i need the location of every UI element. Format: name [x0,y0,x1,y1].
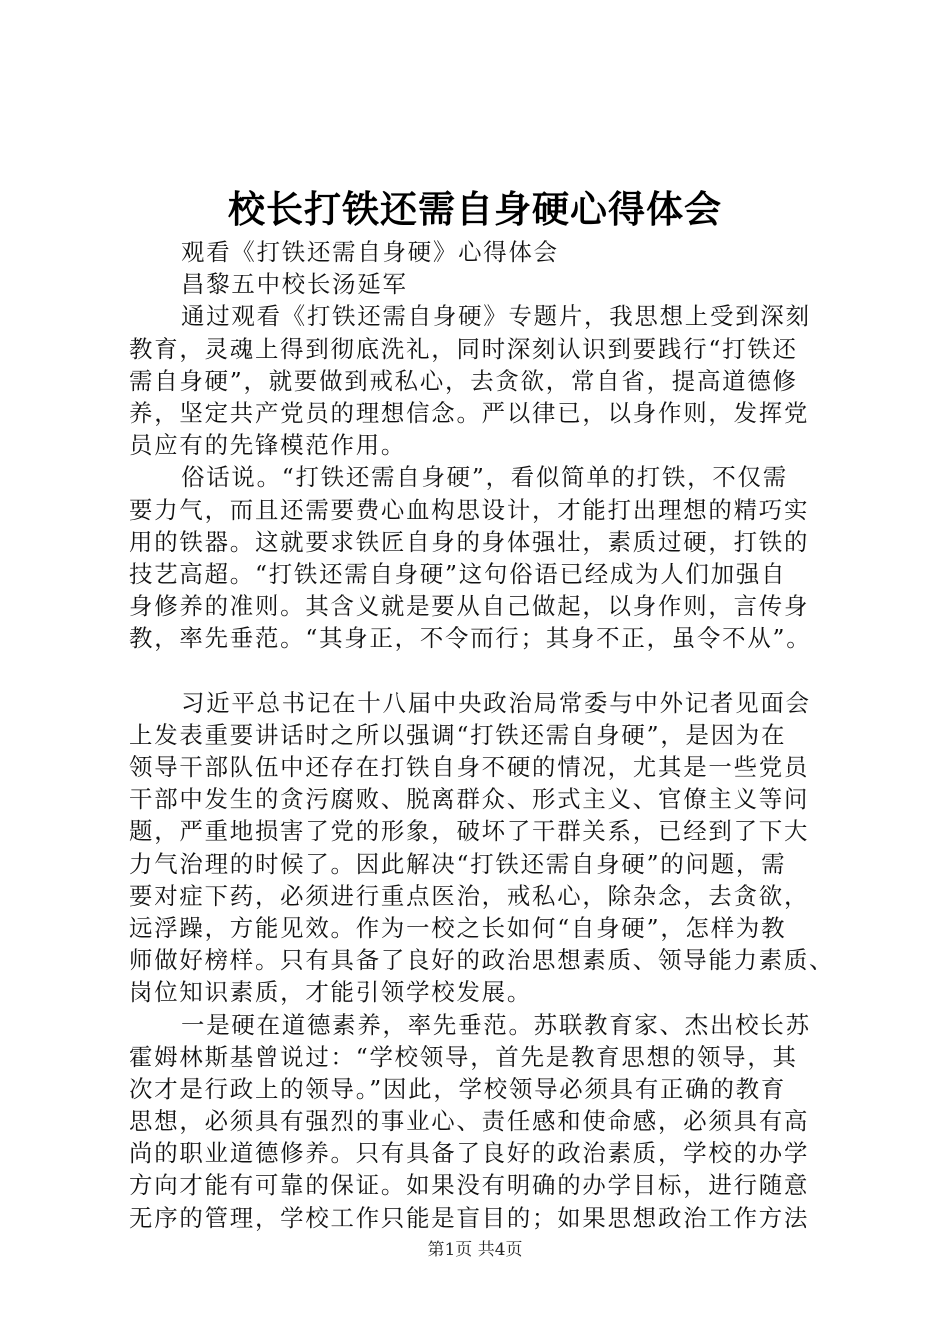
text-line: 尚的职业道德修养。只有具备了良好的政治素质，学校的办学 [129,1139,810,1168]
text-line: 要力气，而且还需要费心血构思设计，才能打出理想的精巧实 [129,495,810,524]
text-line: 俗话说。“打铁还需自身硬”，看似简单的打铁，不仅需 [181,463,788,492]
text-line: 上发表重要讲话时之所以强调“打铁还需自身硬”，是因为在 [129,720,787,749]
text-line: 次才是行政上的领导。”因此，学校领导必须具有正确的教育 [129,1074,787,1103]
text-line: 身修养的准则。其含义就是要从自己做起，以身作则，言传身 [129,592,810,621]
text-line: 力气治理的时候了。因此解决“打铁还需自身硬”的问题，需 [129,849,787,878]
text-line: 用的铁器。这就要求铁匠自身的身体强壮，素质过硬，打铁的 [129,527,810,556]
text-line: 昌黎五中校长汤延军 [181,270,408,299]
text-line: 要对症下药，必须进行重点医治，戒私心，除杂念，去贪欲， [129,881,810,910]
text-line: 技艺高超。“打铁还需自身硬”这句俗语已经成为人们加强自 [129,559,787,588]
text-line: 通过观看《打铁还需自身硬》专题片，我思想上受到深刻 [181,302,811,331]
text-line: 需自身硬”，就要做到戒私心，去贪欲，常自省，提高道德修 [129,366,798,395]
blank-line [129,654,834,686]
text-line: 观看《打铁还需自身硬》心得体会 [181,238,559,266]
text-line: 养，坚定共产党员的理想信念。严以律已，以身作则，发挥党 [129,398,810,427]
text-line: 远浮躁，方能见效。作为一校之长如何“自身硬”，怎样为教 [129,913,787,942]
text-line: 教，率先垂范。“其身正，不令而行；其身不正，虽令不从”。 [129,624,812,653]
text-line: 岗位知识素质，才能引领学校发展。 [129,978,533,1007]
text-line: 师做好榜样。只有具备了良好的政治思想素质、领导能力素质、 [129,946,835,975]
text-line: 员应有的先锋模范作用。 [129,431,407,460]
text-line: 无序的管理，学校工作只能是盲目的；如果思想政治工作方法 [129,1203,810,1232]
text-line: 干部中发生的贪污腐败、脱离群众、形式主义、官僚主义等问 [129,785,810,814]
text-line: 方向才能有可靠的保证。如果没有明确的办学目标，进行随意 [129,1171,810,1200]
document-title: 校长打铁还需自身硬心得体会 [228,187,722,231]
page-footer: 第1页 共4页 [427,1240,523,1260]
text-line: 霍姆林斯基曾说过：“学校领导，首先是教育思想的领导，其 [129,1042,798,1071]
text-line: 思想，必须具有强烈的事业心、责任感和使命感，必须具有高 [129,1107,810,1136]
text-line: 习近平总书记在十八届中央政治局常委与中外记者见面会 [181,688,811,717]
document-body [129,236,834,1234]
text-line: 领导干部队伍中还存在打铁自身不硬的情况，尤其是一些党员 [129,753,810,781]
text-line: 教育，灵魂上得到彻底洗礼，同时深刻认识到要践行“打铁还 [129,334,798,363]
text-line: 一是硬在道德素养，率先垂范。苏联教育家、杰出校长苏 [181,1010,811,1039]
text-line: 题，严重地损害了党的形象，破坏了干群关系，已经到了下大 [129,817,810,846]
